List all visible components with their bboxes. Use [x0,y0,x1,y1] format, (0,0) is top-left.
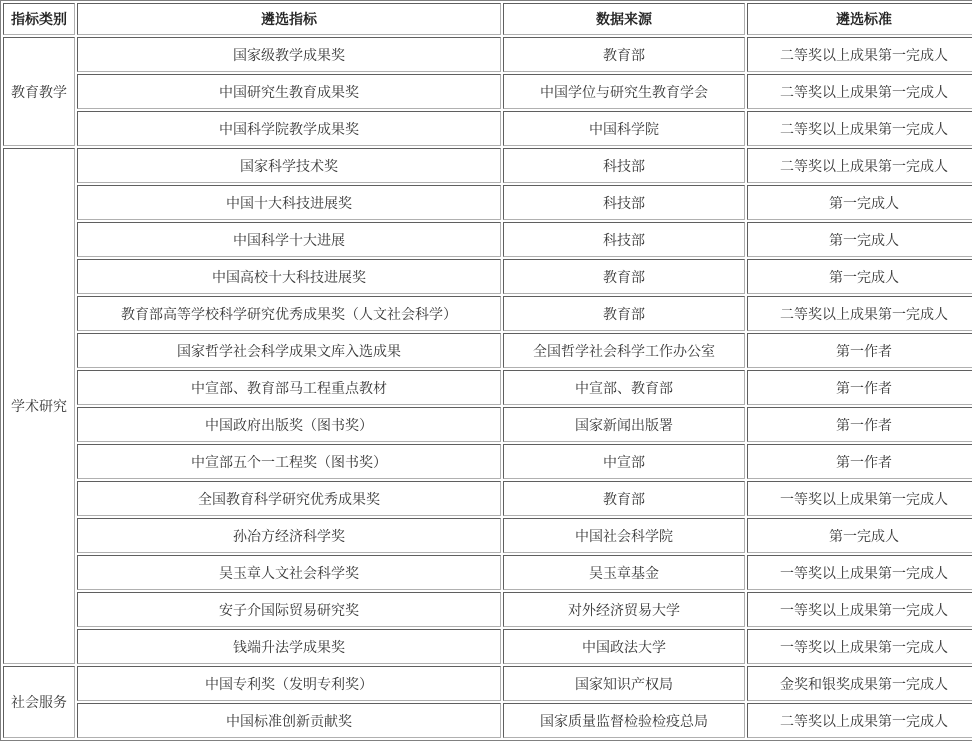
indicator-cell: 教育部高等学校科学研究优秀成果奖（人文社会科学） [77,296,501,331]
source-cell: 中宣部 [503,444,745,479]
source-cell: 科技部 [503,185,745,220]
source-cell: 国家新闻出版署 [503,407,745,442]
indicator-cell: 吴玉章人文社会科学奖 [77,555,501,590]
table-row [3,370,972,405]
header-indicator: 遴选指标 [77,3,501,35]
criteria-cell: 二等奖以上成果第一完成人 [747,296,972,331]
category-cell: 社会服务 [3,666,75,738]
indicator-cell: 中宣部五个一工程奖（图书奖） [77,444,501,479]
source-cell: 对外经济贸易大学 [503,592,745,627]
source-cell: 教育部 [503,296,745,331]
source-cell: 中国学位与研究生教育学会 [503,74,745,109]
source-cell: 科技部 [503,222,745,257]
table-row [3,555,972,590]
table-header [3,3,972,35]
criteria-cell: 第一完成人 [747,222,972,257]
source-cell: 全国哲学社会科学工作办公室 [503,333,745,368]
table-row [3,74,972,109]
indicator-cell: 钱端升法学成果奖 [77,629,501,664]
source-cell: 中国政法大学 [503,629,745,664]
criteria-cell: 一等奖以上成果第一完成人 [747,592,972,627]
source-cell: 教育部 [503,37,745,72]
table-row [3,259,972,294]
criteria-cell: 二等奖以上成果第一完成人 [747,74,972,109]
indicator-cell: 中国高校十大科技进展奖 [77,259,501,294]
criteria-cell: 第一作者 [747,444,972,479]
indicator-cell: 中国十大科技进展奖 [77,185,501,220]
criteria-cell: 一等奖以上成果第一完成人 [747,481,972,516]
source-cell: 中国科学院 [503,111,745,146]
indicator-cell: 国家级教学成果奖 [77,37,501,72]
indicator-cell: 中国政府出版奖（图书奖） [77,407,501,442]
table-row [3,481,972,516]
table-row [3,703,972,738]
source-cell: 中国社会科学院 [503,518,745,553]
source-cell: 国家知识产权局 [503,666,745,701]
table-row [3,444,972,479]
category-cell: 教育教学 [3,37,75,146]
criteria-cell: 二等奖以上成果第一完成人 [747,37,972,72]
table-row [3,333,972,368]
header-source: 数据来源 [503,3,745,35]
criteria-cell: 一等奖以上成果第一完成人 [747,629,972,664]
table-row [3,148,972,183]
indicator-cell: 安子介国际贸易研究奖 [77,592,501,627]
header-criteria: 遴选标准 [747,3,972,35]
criteria-cell: 第一作者 [747,407,972,442]
header-category: 指标类别 [3,3,75,35]
criteria-cell: 第一作者 [747,333,972,368]
indicator-cell: 孙冶方经济科学奖 [77,518,501,553]
table-row [3,666,972,701]
criteria-cell: 第一完成人 [747,518,972,553]
table-row [3,185,972,220]
indicator-cell: 中国科学十大进展 [77,222,501,257]
indicator-cell: 国家哲学社会科学成果文库入选成果 [77,333,501,368]
table-row [3,111,972,146]
source-cell: 科技部 [503,148,745,183]
criteria-cell: 二等奖以上成果第一完成人 [747,148,972,183]
criteria-cell: 第一完成人 [747,185,972,220]
indicator-cell: 中宣部、教育部马工程重点教材 [77,370,501,405]
category-cell: 学术研究 [3,148,75,664]
table-row [3,407,972,442]
table-row [3,518,972,553]
source-cell: 吴玉章基金 [503,555,745,590]
table-body [3,37,972,738]
criteria-cell: 第一作者 [747,370,972,405]
criteria-cell: 二等奖以上成果第一完成人 [747,703,972,738]
source-cell: 教育部 [503,481,745,516]
criteria-cell: 第一完成人 [747,259,972,294]
table-row [3,296,972,331]
indicator-cell: 中国专利奖（发明专利奖） [77,666,501,701]
table-row [3,592,972,627]
criteria-cell: 金奖和银奖成果第一完成人 [747,666,972,701]
indicator-cell: 全国教育科学研究优秀成果奖 [77,481,501,516]
indicator-cell: 中国科学院教学成果奖 [77,111,501,146]
indicator-cell: 国家科学技术奖 [77,148,501,183]
table-row [3,37,972,72]
table-row [3,629,972,664]
indicator-cell: 中国研究生教育成果奖 [77,74,501,109]
table-row [3,222,972,257]
header-row [3,3,972,35]
criteria-cell: 二等奖以上成果第一完成人 [747,111,972,146]
source-cell: 国家质量监督检验检疫总局 [503,703,745,738]
indicator-cell: 中国标准创新贡献奖 [77,703,501,738]
source-cell: 中宣部、教育部 [503,370,745,405]
source-cell: 教育部 [503,259,745,294]
criteria-cell: 一等奖以上成果第一完成人 [747,555,972,590]
